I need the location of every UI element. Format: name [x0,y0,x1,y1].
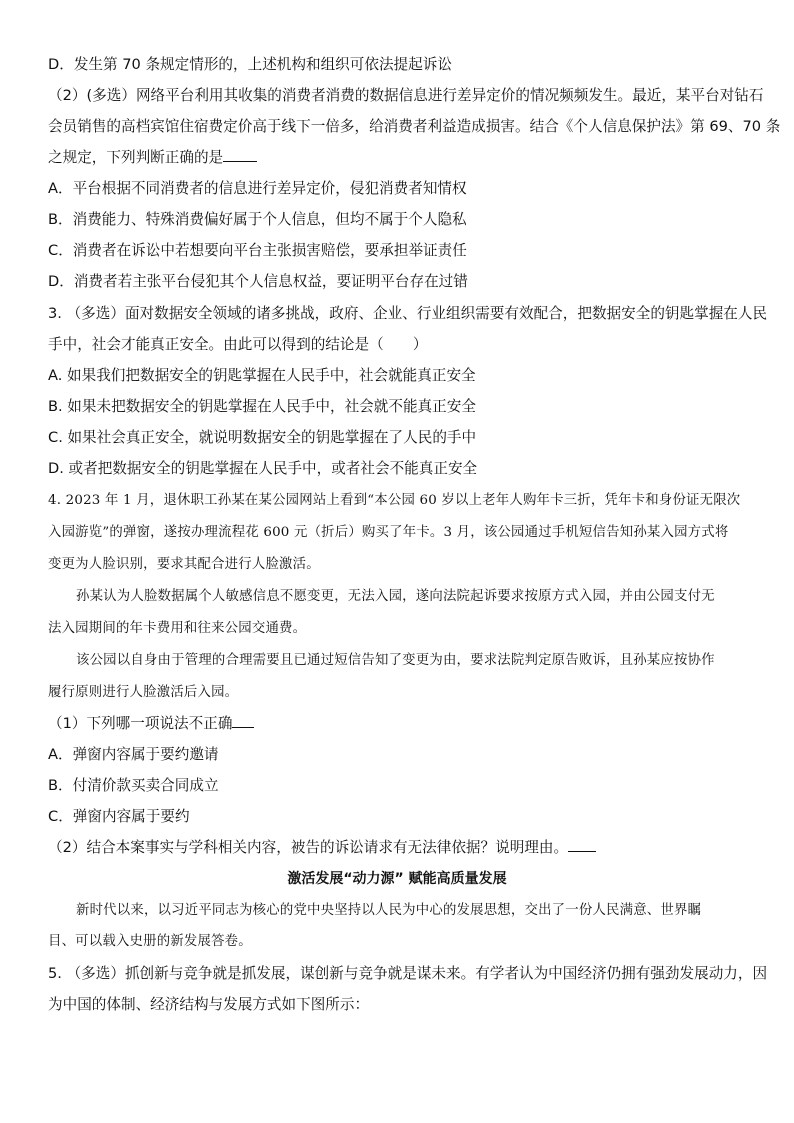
text-line: 3. （多选）面对数据安全领域的诸多挑战，政府、企业、行业组织需要有效配合，把数据安全的钥匙掌握在人民 [48,305,768,322]
option-a: A．弹窗内容属于要约邀请 [48,746,219,763]
text-span: （1）下列哪一项说法不正确 [48,715,233,732]
option-c: C．消费者在诉讼中若想要向平台主张损害赔偿，要承担举证责任 [48,242,467,259]
text-line: 履行原则进行人脸激活后入园。 [48,685,239,700]
answer-blank [223,160,257,162]
answer-blank [568,850,596,852]
text-span: 之规定，下列判断正确的是 [48,149,224,166]
section-title: 激活发展“动力源” 赋能高质量发展 [287,871,507,887]
text-line: 5. （多选）抓创新与竞争就是抓发展，谋创新与竞争就是谋未来。有学者认为中国经济仍拥有强劲发展动力，因 [48,965,768,982]
option-b: B. 如果未把数据安全的钥匙掌握在人民手中，社会就不能真正安全 [48,398,476,415]
text-line: 孙某认为人脸数据属个人敏感信息不愿变更，无法入园，遂向法院起诉要求按原方式入园，并由公园支付无 [76,589,715,604]
text-line: 变更为人脸识别，要求其配合进行人脸激活。 [48,557,320,572]
option-d: D．消费者若主张平台侵犯其个人信息权益，要证明平台存在过错 [48,273,468,290]
text-line [48,151,746,166]
option-a: A．平台根据不同消费者的信息进行差异定价，侵犯消费者知情权 [48,180,467,197]
text-line: 手中，社会才能真正安全。由此可以得到的结论是（ ） [48,336,428,353]
text-line: 目、可以载入史册的新发展答卷。 [48,934,252,949]
option-d: D. 或者把数据安全的钥匙掌握在人民手中，或者社会不能真正安全 [48,460,478,477]
option-c: C. 如果社会真正安全，就说明数据安全的钥匙掌握在了人民的手中 [48,429,477,446]
text-line: 会员销售的高档宾馆住宿费定价高于线下一倍多，给消费者利益造成损害。结合《个人信息保护法》第 69、70 条 [48,118,781,135]
text-line: （2）(多选）网络平台利用其收集的消费者消费的数据信息进行差异定价的情况频频发生。最近，某平台对钻石 [48,87,764,104]
text-line: 为中国的体制、经济结构与发展方式如下图所示： [48,996,370,1013]
answer-blank [232,726,254,728]
text-line [48,717,746,732]
text-line: 新时代以来，以习近平同志为核心的党中央坚持以人民为中心的发展思想，交出了一份人民满意、世界瞩 [76,903,702,918]
option-b: B．付清价款买卖合同成立 [48,777,219,794]
option-b: B．消费能力、特殊消费偏好属于个人信息，但均不属于个人隐私 [48,211,467,228]
text-line: 入园游览”的弹窗，遂按办理流程花 600 元（折后）购买了年卡。3 月，该公园通过手机短信告知孙某入园方式将 [48,525,729,540]
text-line: 法入园期间的年卡费用和往来公园交通费。 [48,621,307,636]
text-span: （2）结合本案事实与学科相关内容，被告的诉讼请求有无法律依据？说明理由。 [48,839,569,856]
text-line: D．发生第 70 条规定情形的，上述机构和组织可依法提起诉讼 [48,56,452,73]
text-line: 该公园以自身由于管理的合理需要且已通过短信告知了变更为由，要求法院判定原告败诉，且孙某应按协作 [76,653,715,668]
text-line [48,841,746,856]
option-a: A. 如果我们把数据安全的钥匙掌握在人民手中，社会就能真正安全 [48,367,476,384]
option-c: C．弹窗内容属于要约 [48,808,190,825]
text-line: 4. 2023 年 1 月，退休职工孙某在某公园网站上看到“本公园 60 岁以上老年人购年卡三折，凭年卡和身份证无限次 [48,493,741,508]
